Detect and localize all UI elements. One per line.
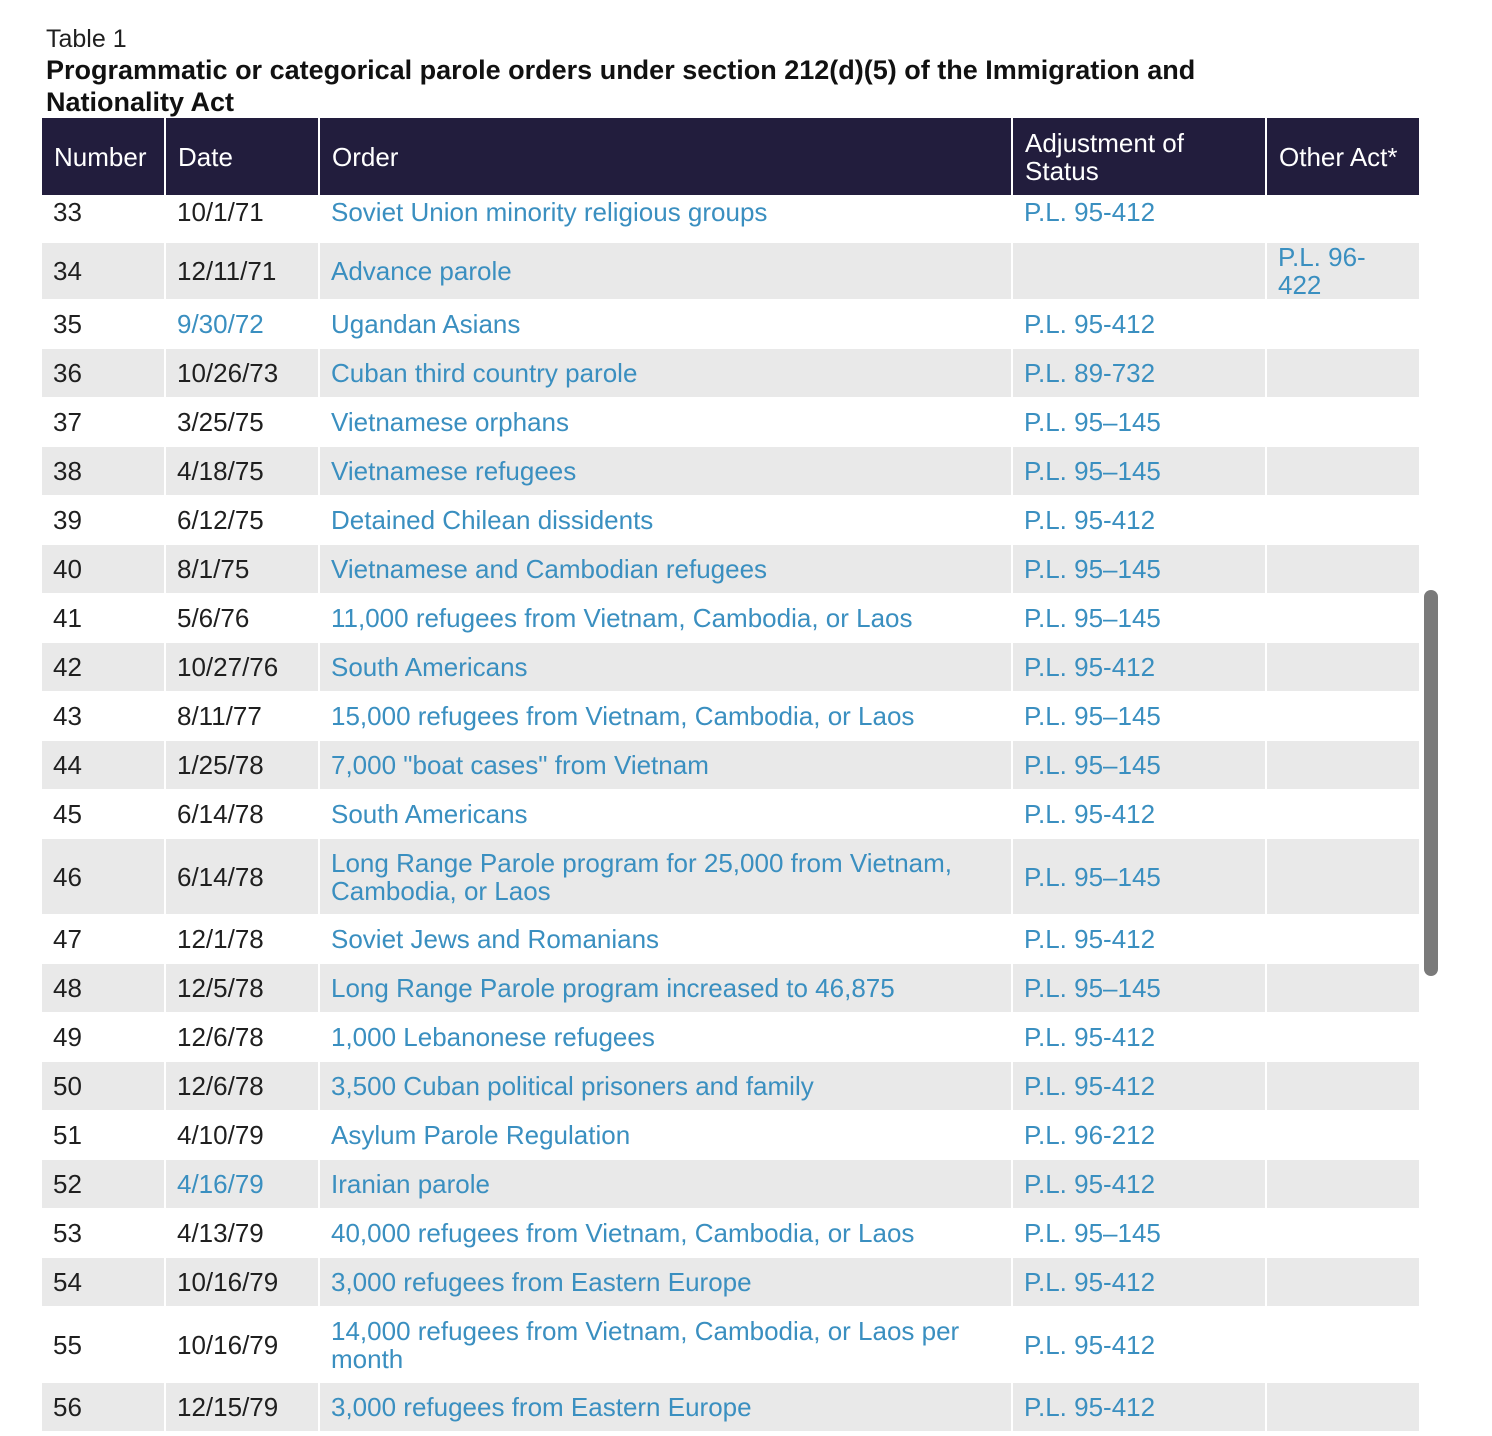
cell-number: 42 xyxy=(42,643,165,692)
cell-order-link[interactable]: Vietnamese and Cambodian refugees xyxy=(319,545,1012,594)
cell-date: 12/1/78 xyxy=(165,915,319,964)
cell-other-act-link xyxy=(1266,1258,1419,1307)
cell-adjustment-link[interactable]: P.L. 95–145 xyxy=(1012,447,1266,496)
cell-adjustment-link[interactable]: P.L. 96-212 xyxy=(1012,1111,1266,1160)
table-row xyxy=(42,915,1419,964)
cell-number: 46 xyxy=(42,839,165,915)
cell-adjustment-link[interactable]: P.L. 95-412 xyxy=(1012,790,1266,839)
cell-adjustment-link[interactable]: P.L. 95-412 xyxy=(1012,1258,1266,1307)
cell-adjustment-link[interactable]: P.L. 95-412 xyxy=(1012,1062,1266,1111)
cell-other-act-link xyxy=(1266,1111,1419,1160)
parole-orders-table xyxy=(42,118,1419,1431)
cell-order-link[interactable]: 3,000 refugees from Eastern Europe xyxy=(319,1383,1012,1432)
cell-other-act-link[interactable]: P.L. 96-422 xyxy=(1266,243,1419,300)
cell-adjustment-link[interactable]: P.L. 95–145 xyxy=(1012,692,1266,741)
table-caption xyxy=(46,24,1306,118)
cell-number: 36 xyxy=(42,349,165,398)
cell-date: 12/6/78 xyxy=(165,1013,319,1062)
table-row xyxy=(42,349,1419,398)
table-label: Table 1 xyxy=(46,25,127,53)
cell-other-act-link xyxy=(1266,692,1419,741)
table-row xyxy=(42,300,1419,349)
cell-adjustment-link[interactable]: P.L. 95-412 xyxy=(1012,915,1266,964)
cell-order-link[interactable]: Advance parole xyxy=(319,243,1012,300)
cell-date: 4/13/79 xyxy=(165,1209,319,1258)
cell-order-link[interactable]: Iranian parole xyxy=(319,1160,1012,1209)
column-header-order: Order xyxy=(319,118,1012,196)
cell-other-act-link xyxy=(1266,496,1419,545)
table-row xyxy=(42,964,1419,1013)
table-row xyxy=(42,545,1419,594)
cell-number: 38 xyxy=(42,447,165,496)
cell-order-link[interactable]: 40,000 refugees from Vietnam, Cambodia, or Laos xyxy=(319,1209,1012,1258)
table-row xyxy=(42,1209,1419,1258)
cell-order-link[interactable]: Soviet Union minority religious groups xyxy=(319,196,1012,243)
cell-other-act-link xyxy=(1266,1160,1419,1209)
cell-date: 10/26/73 xyxy=(165,349,319,398)
cell-number: 43 xyxy=(42,692,165,741)
table-row xyxy=(42,1383,1419,1432)
column-header-adjustment: Adjustment of Status xyxy=(1012,118,1266,196)
cell-number: 37 xyxy=(42,398,165,447)
cell-other-act-link xyxy=(1266,447,1419,496)
cell-date: 4/10/79 xyxy=(165,1111,319,1160)
cell-order-link[interactable]: 7,000 "boat cases" from Vietnam xyxy=(319,741,1012,790)
table-row xyxy=(42,1258,1419,1307)
table-row xyxy=(42,741,1419,790)
cell-date: 10/1/71 xyxy=(165,196,319,243)
column-header-other-act: Other Act* xyxy=(1266,118,1419,196)
cell-adjustment-link[interactable]: P.L. 95–145 xyxy=(1012,398,1266,447)
cell-other-act-link xyxy=(1266,398,1419,447)
cell-number: 34 xyxy=(42,243,165,300)
cell-order-link[interactable]: 3,500 Cuban political prisoners and family xyxy=(319,1062,1012,1111)
cell-other-act-link xyxy=(1266,300,1419,349)
cell-number: 47 xyxy=(42,915,165,964)
cell-adjustment-link[interactable]: P.L. 95–145 xyxy=(1012,1209,1266,1258)
cell-adjustment-link[interactable]: P.L. 95-412 xyxy=(1012,496,1266,545)
cell-adjustment-link[interactable]: P.L. 95–145 xyxy=(1012,741,1266,790)
cell-number: 51 xyxy=(42,1111,165,1160)
cell-other-act-link xyxy=(1266,1383,1419,1432)
cell-date: 5/6/76 xyxy=(165,594,319,643)
cell-other-act-link xyxy=(1266,643,1419,692)
cell-adjustment-link[interactable]: P.L. 95-412 xyxy=(1012,1383,1266,1432)
cell-number: 44 xyxy=(42,741,165,790)
cell-date: 4/18/75 xyxy=(165,447,319,496)
cell-number: 53 xyxy=(42,1209,165,1258)
cell-adjustment-link[interactable]: P.L. 95-412 xyxy=(1012,196,1266,243)
cell-number: 45 xyxy=(42,790,165,839)
cell-order-link[interactable]: Soviet Jews and Romanians xyxy=(319,915,1012,964)
table-row xyxy=(42,1307,1419,1383)
cell-adjustment-link[interactable]: P.L. 95-412 xyxy=(1012,300,1266,349)
cell-order-link[interactable]: 1,000 Lebanonese refugees xyxy=(319,1013,1012,1062)
cell-order-link[interactable]: Vietnamese orphans xyxy=(319,398,1012,447)
column-header-number: Number xyxy=(42,118,165,196)
cell-other-act-link xyxy=(1266,196,1419,243)
cell-order-link[interactable]: South Americans xyxy=(319,790,1012,839)
table-title: Programmatic or categorical parole orders under section 212(d)(5) of the Immigration and Nationality Act xyxy=(46,55,1196,117)
cell-date: 10/27/76 xyxy=(165,643,319,692)
cell-order-link[interactable]: Long Range Parole program for 25,000 from Vietnam, Cambodia, or Laos xyxy=(319,839,1012,915)
cell-date: 10/16/79 xyxy=(165,1307,319,1383)
cell-date[interactable]: 9/30/72 xyxy=(165,300,319,349)
vertical-scrollbar-thumb[interactable] xyxy=(1424,590,1438,976)
cell-number: 48 xyxy=(42,964,165,1013)
cell-date: 12/15/79 xyxy=(165,1383,319,1432)
table-body xyxy=(42,196,1419,1432)
cell-other-act-link xyxy=(1266,1209,1419,1258)
cell-date: 8/11/77 xyxy=(165,692,319,741)
cell-other-act-link xyxy=(1266,349,1419,398)
cell-number: 52 xyxy=(42,1160,165,1209)
cell-number: 55 xyxy=(42,1307,165,1383)
cell-adjustment-link[interactable]: P.L. 95-412 xyxy=(1012,1160,1266,1209)
cell-adjustment-link[interactable]: P.L. 95–145 xyxy=(1012,545,1266,594)
cell-other-act-link xyxy=(1266,594,1419,643)
cell-date: 8/1/75 xyxy=(165,545,319,594)
cell-order-link[interactable]: South Americans xyxy=(319,643,1012,692)
table-row xyxy=(42,196,1419,243)
cell-adjustment-link[interactable]: P.L. 95–145 xyxy=(1012,839,1266,915)
cell-other-act-link xyxy=(1266,1013,1419,1062)
table-row xyxy=(42,1013,1419,1062)
table-row xyxy=(42,1160,1419,1209)
cell-number: 41 xyxy=(42,594,165,643)
table-row xyxy=(42,398,1419,447)
cell-adjustment-link[interactable]: P.L. 95–145 xyxy=(1012,964,1266,1013)
cell-date: 6/12/75 xyxy=(165,496,319,545)
cell-order-link[interactable]: Detained Chilean dissidents xyxy=(319,496,1012,545)
table-row xyxy=(42,790,1419,839)
cell-other-act-link xyxy=(1266,545,1419,594)
cell-order-link[interactable]: Vietnamese refugees xyxy=(319,447,1012,496)
cell-other-act-link xyxy=(1266,839,1419,915)
cell-order-link[interactable]: Ugandan Asians xyxy=(319,300,1012,349)
cell-date: 10/16/79 xyxy=(165,1258,319,1307)
table-row xyxy=(42,243,1419,300)
cell-adjustment-link[interactable]: P.L. 95-412 xyxy=(1012,1307,1266,1383)
cell-adjustment-link[interactable]: P.L. 95-412 xyxy=(1012,643,1266,692)
cell-order-link[interactable]: 14,000 refugees from Vietnam, Cambodia, or Laos per month xyxy=(319,1307,1012,1383)
cell-order-link[interactable]: Cuban third country parole xyxy=(319,349,1012,398)
cell-number: 56 xyxy=(42,1383,165,1432)
cell-number: 49 xyxy=(42,1013,165,1062)
cell-adjustment-link[interactable]: P.L. 95-412 xyxy=(1012,1013,1266,1062)
cell-date: 3/25/75 xyxy=(165,398,319,447)
cell-number: 39 xyxy=(42,496,165,545)
table-header-row xyxy=(42,118,1419,196)
table-row xyxy=(42,692,1419,741)
cell-date: 1/25/78 xyxy=(165,741,319,790)
table-row xyxy=(42,643,1419,692)
cell-other-act-link xyxy=(1266,741,1419,790)
cell-adjustment-link xyxy=(1012,243,1266,300)
table-row xyxy=(42,839,1419,915)
cell-date: 6/14/78 xyxy=(165,790,319,839)
cell-number: 35 xyxy=(42,300,165,349)
cell-number: 50 xyxy=(42,1062,165,1111)
cell-date[interactable]: 4/16/79 xyxy=(165,1160,319,1209)
table-row xyxy=(42,447,1419,496)
cell-adjustment-link[interactable]: P.L. 89-732 xyxy=(1012,349,1266,398)
cell-number: 40 xyxy=(42,545,165,594)
cell-date: 12/6/78 xyxy=(165,1062,319,1111)
table-row xyxy=(42,1111,1419,1160)
cell-adjustment-link[interactable]: P.L. 95–145 xyxy=(1012,594,1266,643)
cell-date: 12/11/71 xyxy=(165,243,319,300)
cell-other-act-link xyxy=(1266,790,1419,839)
cell-order-link[interactable]: Long Range Parole program increased to 46,875 xyxy=(319,964,1012,1013)
cell-other-act-link xyxy=(1266,915,1419,964)
cell-other-act-link xyxy=(1266,1307,1419,1383)
cell-date: 6/14/78 xyxy=(165,839,319,915)
cell-order-link[interactable]: 3,000 refugees from Eastern Europe xyxy=(319,1258,1012,1307)
table-row xyxy=(42,496,1419,545)
cell-number: 54 xyxy=(42,1258,165,1307)
cell-number: 33 xyxy=(42,196,165,243)
cell-other-act-link xyxy=(1266,1062,1419,1111)
table-row xyxy=(42,1062,1419,1111)
cell-date: 12/5/78 xyxy=(165,964,319,1013)
cell-order-link[interactable]: Asylum Parole Regulation xyxy=(319,1111,1012,1160)
column-header-date: Date xyxy=(165,118,319,196)
cell-order-link[interactable]: 15,000 refugees from Vietnam, Cambodia, or Laos xyxy=(319,692,1012,741)
cell-other-act-link xyxy=(1266,964,1419,1013)
cell-order-link[interactable]: 11,000 refugees from Vietnam, Cambodia, or Laos xyxy=(319,594,1012,643)
table-row xyxy=(42,594,1419,643)
